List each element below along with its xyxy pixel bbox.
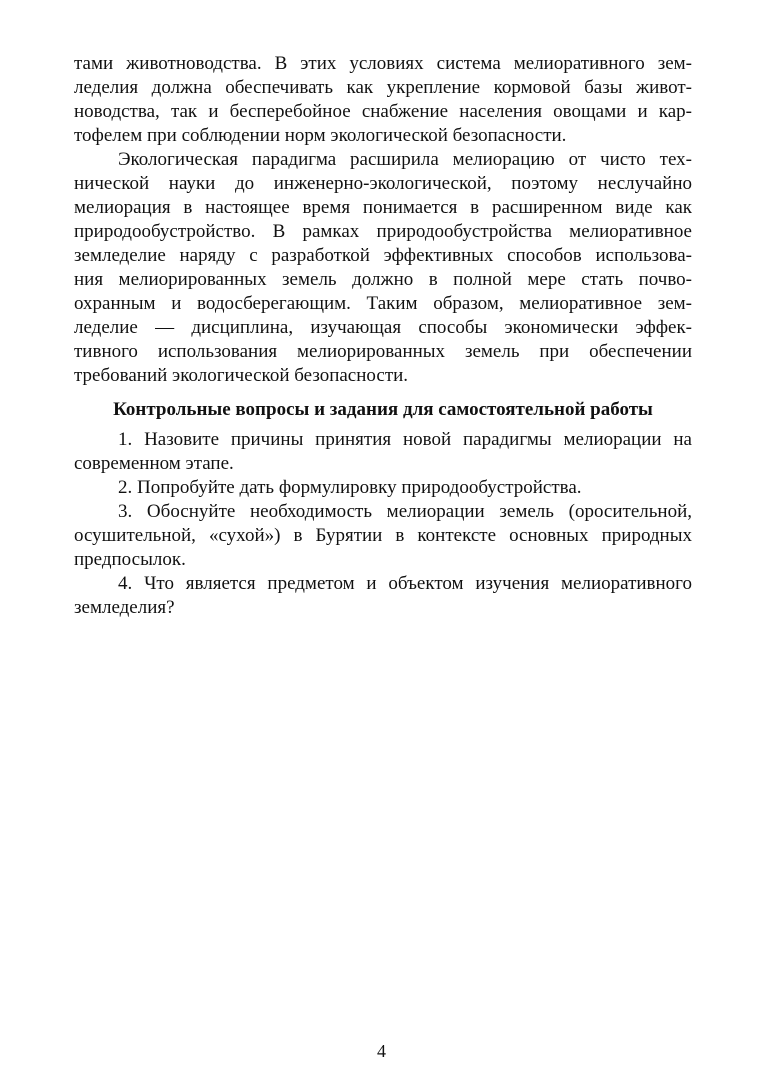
section-heading: Контрольные вопросы и задания для самостоятельной работы <box>113 399 653 420</box>
body-paragraph-2 <box>74 148 692 388</box>
page-content <box>74 52 692 620</box>
text-line: 2. Попробуйте дать формулировку природообустройства. <box>118 477 582 498</box>
question-item-3 <box>74 500 692 572</box>
question-item-4 <box>74 572 692 620</box>
text-line: нической науки до инженерно-экологической, поэтому неслучайно <box>74 173 692 194</box>
text-line: 3. Обоснуйте необходимость мелиорации земель (оросительной, <box>118 501 692 522</box>
text-line: леделие — дисциплина, изучающая способы экономически эффек- <box>74 317 692 338</box>
text-line: предпосылок. <box>74 549 186 570</box>
text-line: тивного использования мелиорированных земель при обеспечении <box>74 341 692 362</box>
text-line: 1. Назовите причины принятия новой парадигмы мелиорации на <box>118 429 692 450</box>
text-line: тами животноводства. В этих условиях система мелиоративного зем- <box>74 53 692 74</box>
question-item-2 <box>74 476 692 500</box>
text-line: тофелем при соблюдении норм экологической безопасности. <box>74 125 567 146</box>
text-line: Экологическая парадигма расширила мелиорацию от чисто тех- <box>118 149 692 170</box>
text-line: требований экологической безопасности. <box>74 365 409 386</box>
text-line: ния мелиорированных земель должно в полной мере стать почво- <box>74 269 692 290</box>
question-list <box>74 428 692 620</box>
text-line: земледелия? <box>74 597 175 618</box>
text-line: леделия должна обеспечивать как укрепление кормовой базы живот- <box>74 77 692 98</box>
text-line: охранным и водосберегающим. Таким образом, мелиоративное зем- <box>74 293 692 314</box>
question-item-1 <box>74 428 692 476</box>
text-line: новодства, так и бесперебойное снабжение населения овощами и кар- <box>74 101 692 122</box>
body-paragraph-1 <box>74 52 692 148</box>
text-line: природообустройство. В рамках природообустройства мелиоративное <box>74 221 692 242</box>
text-line: земледелие наряду с разработкой эффективных способов использова- <box>74 245 692 266</box>
page-number: 4 <box>377 1041 386 1061</box>
text-line: мелиорация в настоящее время понимается в расширенном виде как <box>74 197 692 218</box>
text-line: современном этапе. <box>74 453 234 474</box>
text-line: осушительной, «сухой») в Бурятии в контексте основных природных <box>74 525 692 546</box>
text-line: 4. Что является предметом и объектом изучения мелиоративного <box>118 573 692 594</box>
